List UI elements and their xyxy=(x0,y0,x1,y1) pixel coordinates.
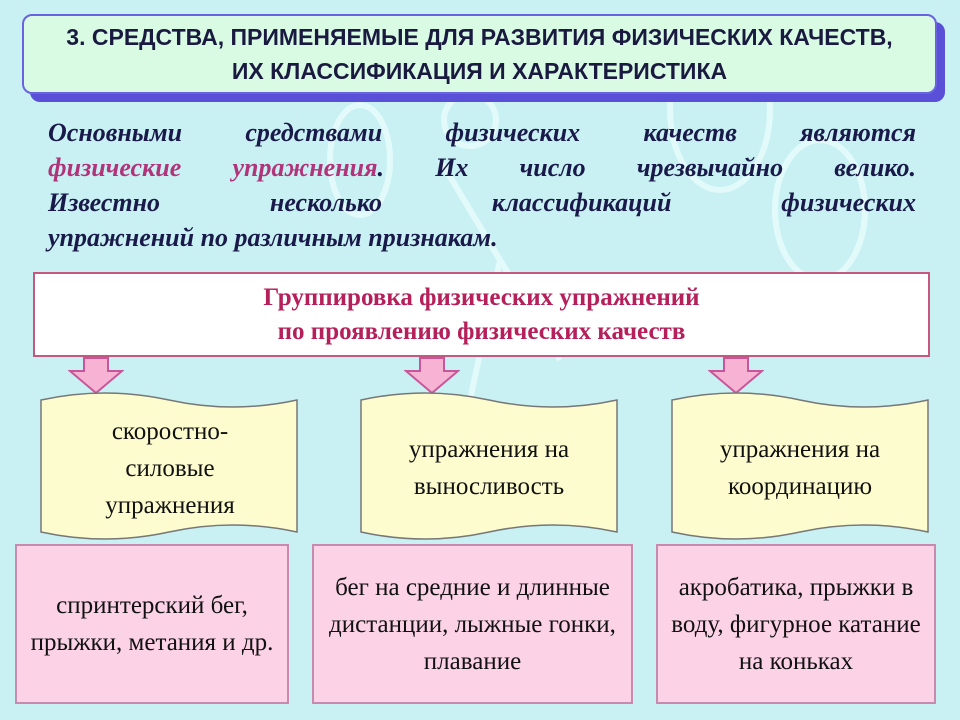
examples-text: бег на средние и длинные дистанции, лыжные гонки, плавание xyxy=(329,573,616,675)
down-arrow-icon xyxy=(708,357,764,395)
intro-paragraph xyxy=(48,115,916,255)
category-label: упражнения на координацию xyxy=(719,436,881,500)
intro-line-rest: . Их число чрезвычайно велико. xyxy=(377,153,916,182)
examples-text: акробатика, прыжки в воду, фигурное катание на коньках xyxy=(671,573,921,675)
intro-line: упражнений по различным признакам. xyxy=(48,223,498,252)
intro-highlight: физические упражнения xyxy=(48,153,378,182)
category-label: упражнения на выносливость xyxy=(408,436,570,500)
examples-card xyxy=(656,544,936,704)
examples-card xyxy=(15,544,289,704)
category-label: скоростно-силовые упражнения xyxy=(105,417,235,519)
slide-title: 3. СРЕДСТВА, ПРИМЕНЯЕМЫЕ ДЛЯ РАЗВИТИЯ ФИЗИЧЕСКИХ КАЧЕСТВ, ИХ КЛАССИФИКАЦИЯ И ХАРАКТЕРИСТИКА xyxy=(66,24,893,84)
slide-title-box xyxy=(22,14,937,94)
intro-line xyxy=(48,150,916,185)
down-arrow-icon xyxy=(404,357,460,395)
intro-line: Известно несколько классификаций физических xyxy=(48,188,916,217)
down-arrow-icon xyxy=(68,357,124,395)
grouping-title-line: Группировка физических упражнений xyxy=(263,283,700,311)
grouping-title-line: по проявлению физических качеств xyxy=(277,317,686,345)
examples-text: спринтерский бег, прыжки, метания и др. xyxy=(30,592,274,656)
intro-line: Основными средствами физических качеств являются xyxy=(48,118,916,147)
grouping-header xyxy=(33,272,930,357)
examples-card xyxy=(312,544,633,704)
